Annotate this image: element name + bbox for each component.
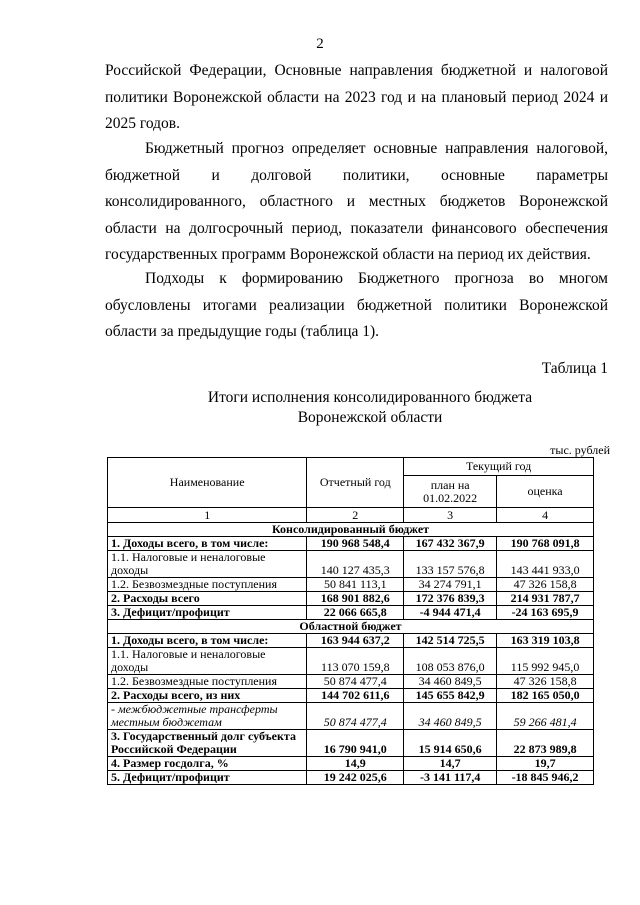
estimate-cell: 190 768 091,8 [497,537,594,551]
row-name-cell: 1.2. Безвозмездные поступления [108,675,307,689]
table-row [108,537,594,551]
table-row [108,703,594,730]
col-number-3: 3 [404,508,497,523]
table-row [108,689,594,703]
table-label: Таблица 1 [541,360,608,377]
section-regional: Областной бюджет [108,620,594,634]
table-row [108,648,594,675]
estimate-cell: 115 992 945,0 [497,648,594,675]
plan-cell: 14,7 [404,757,497,771]
estimate-cell: 22 873 989,8 [497,730,594,757]
plan-cell: -3 141 117,4 [404,771,497,785]
report-year-cell: 50 874 477,4 [307,703,404,730]
col-number-1: 1 [108,508,307,523]
report-year-cell: 50 874 477,4 [307,675,404,689]
paragraph-1 [105,58,608,138]
estimate-cell: -18 845 946,2 [497,771,594,785]
plan-cell: 145 655 842,9 [404,689,497,703]
plan-cell: 108 053 876,0 [404,648,497,675]
report-year-cell: 14,9 [307,757,404,771]
estimate-cell: 47 326 158,8 [497,578,594,592]
page-number: 2 [316,36,324,52]
table-title-line-1: Итоги исполнения консолидированного бюджета [207,389,533,406]
table-row [108,675,594,689]
section-consolidated: Консолидированный бюджет [108,523,594,537]
plan-cell: 142 514 725,5 [404,634,497,648]
estimate-cell: 59 266 481,4 [497,703,594,730]
estimate-cell: 163 319 103,8 [497,634,594,648]
col-number-2: 2 [307,508,404,523]
paragraph-3-text: Подходы к формированию Бюджетного прогноза во многом обусловлены итогами реализации бюджетной политики Воронежской области за предыдущие годы (таблица 1). [105,270,608,340]
estimate-cell: 143 441 933,0 [497,551,594,578]
row-name-cell: 5. Дефицит/профицит [108,771,307,785]
row-name-cell: 3. Государственный долг субъекта Российской Федерации [108,730,307,757]
header-current-year: Текущий год [404,458,594,476]
plan-cell: 34 274 791,1 [404,578,497,592]
header-estimate: оценка [497,476,594,508]
table-row [108,592,594,606]
paragraph-3 [105,266,608,346]
plan-cell: 133 157 576,8 [404,551,497,578]
plan-cell: -4 944 471,4 [404,606,497,620]
budget-table [107,457,594,785]
plan-cell: 15 914 650,6 [404,730,497,757]
estimate-cell: -24 163 695,9 [497,606,594,620]
row-name-cell: - межбюджетные трансферты местным бюджетам [108,703,307,730]
report-year-cell: 190 968 548,4 [307,537,404,551]
paragraph-1-text: Российской Федерации, Основные направления бюджетной и налоговой политики Воронежской области на 2023 год и на плановый период 2024 и 2025 годов. [105,62,608,132]
report-year-cell: 144 702 611,6 [307,689,404,703]
report-year-cell: 140 127 435,3 [307,551,404,578]
report-year-cell: 113 070 159,8 [307,648,404,675]
plan-cell: 34 460 849,5 [404,675,497,689]
report-year-cell: 163 944 637,2 [307,634,404,648]
row-name-cell: 1.2. Безвозмездные поступления [108,578,307,592]
table-title-line-2: Воронежской области [297,409,443,426]
row-name-cell: 1.1. Налоговые и неналоговые доходы [108,551,307,578]
paragraph-2 [105,136,608,269]
plan-cell: 34 460 849,5 [404,703,497,730]
plan-cell: 167 432 367,9 [404,537,497,551]
estimate-cell: 182 165 050,0 [497,689,594,703]
row-name-cell: 1. Доходы всего, в том числе: [108,634,307,648]
report-year-cell: 50 841 113,1 [307,578,404,592]
header-report-year: Отчетный год [307,458,404,508]
row-name-cell: 4. Размер госдолга, % [108,757,307,771]
table-row [108,606,594,620]
plan-cell: 172 376 839,3 [404,592,497,606]
table-title [160,388,580,428]
row-name-cell: 1. Доходы всего, в том числе: [108,537,307,551]
report-year-cell: 19 242 025,6 [307,771,404,785]
row-name-cell: 3. Дефицит/профицит [108,606,307,620]
table-row [108,730,594,757]
header-plan: план на 01.02.2022 [404,476,497,508]
report-year-cell: 22 066 665,8 [307,606,404,620]
estimate-cell: 47 326 158,8 [497,675,594,689]
report-year-cell: 16 790 941,0 [307,730,404,757]
row-name-cell: 2. Расходы всего, из них [108,689,307,703]
col-number-4: 4 [497,508,594,523]
paragraph-2-text: Бюджетный прогноз определяет основные направления налоговой, бюджетной и долговой политики, основные параметры консолидированного, областного и местных бюджетов Воронежской области на долгосрочный период, показатели финансового обеспечения государственных программ Воронежской области на период их действия. [105,140,608,263]
table-row [108,634,594,648]
table-row [108,578,594,592]
header-name: Наименование [108,458,307,508]
report-year-cell: 168 901 882,6 [307,592,404,606]
estimate-cell: 19,7 [497,757,594,771]
row-name-cell: 2. Расходы всего [108,592,307,606]
estimate-cell: 214 931 787,7 [497,592,594,606]
table-row [108,757,594,771]
row-name-cell: 1.1. Налоговые и неналоговые доходы [108,648,307,675]
table-row [108,551,594,578]
table-row [108,771,594,785]
table-unit: тыс. рублей [550,443,610,457]
